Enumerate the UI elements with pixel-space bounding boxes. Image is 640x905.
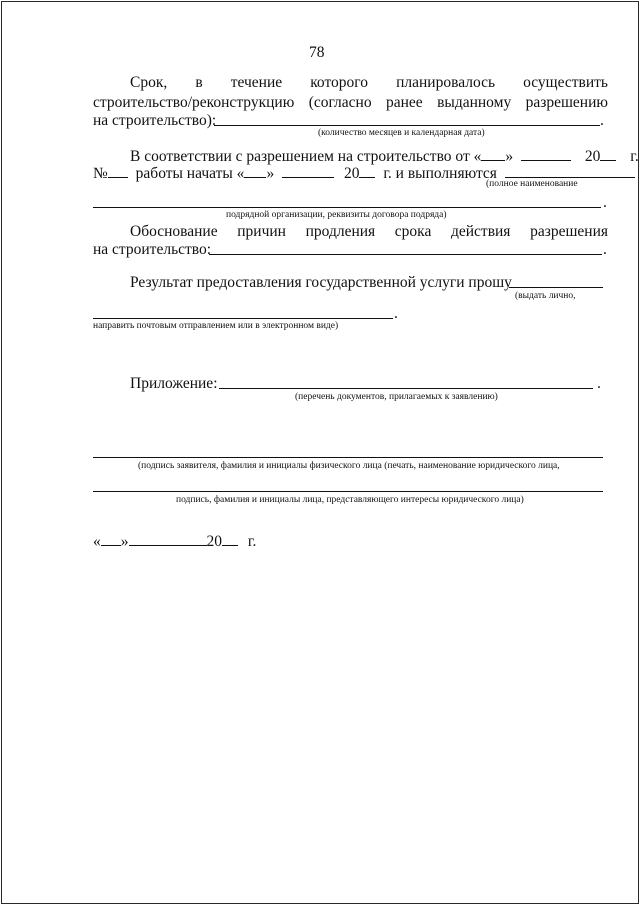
word: разрешения xyxy=(530,223,608,240)
attachments-label: Приложение: xyxy=(130,375,218,392)
word: которого xyxy=(310,74,369,91)
word: планировалось xyxy=(396,74,496,91)
date-line xyxy=(93,531,256,551)
section1-line2 xyxy=(93,94,608,112)
word: ранее xyxy=(386,94,423,111)
word: течение xyxy=(230,74,283,91)
date-year-field[interactable] xyxy=(222,531,238,546)
text: В соответствии с разрешением на строительство от « xyxy=(130,148,482,165)
period: . xyxy=(603,194,607,211)
start-year-field[interactable] xyxy=(359,163,375,178)
contractor-field-start[interactable] xyxy=(505,163,635,178)
result-method-field[interactable] xyxy=(93,318,393,319)
text: № xyxy=(93,165,108,182)
permit-day-field[interactable] xyxy=(481,146,505,161)
text: 20 xyxy=(206,533,222,550)
text: работы начаты « xyxy=(135,165,245,182)
applicant-signature-note: (подпись заявителя, фамилия и инициалы физического лица (печать, наименование юридического лица, xyxy=(138,461,560,471)
contractor-field[interactable] xyxy=(93,207,601,208)
permit-year-field[interactable] xyxy=(600,146,616,161)
text: г. и выполняются xyxy=(383,165,497,182)
word: разрешению xyxy=(525,94,608,111)
start-month-field[interactable] xyxy=(282,163,334,178)
period: . xyxy=(394,305,398,322)
word: строительство/реконструкцию xyxy=(93,94,295,111)
section1-line1 xyxy=(130,74,608,92)
representative-signature-field[interactable] xyxy=(93,491,603,492)
section4-line1: Результат предоставления государственной услуги прошу xyxy=(130,274,512,291)
result-method-field-start[interactable] xyxy=(509,287,603,288)
word: (согласно xyxy=(308,94,372,111)
section3-line2-label: на строительство: xyxy=(93,241,212,258)
contractor-note-right: (полное наименование xyxy=(486,179,578,189)
term-field-note: (количество месяцев и календарная дата) xyxy=(318,128,485,138)
contractor-note-center: подрядной организации, реквизиты договора подряда) xyxy=(226,210,447,220)
section3-line1 xyxy=(130,223,608,241)
word: Срок, xyxy=(130,74,168,91)
text: 20 xyxy=(584,148,601,165)
result-method-note-left: направить почтовым отправлением или в электронном виде) xyxy=(93,321,339,331)
text: » xyxy=(505,148,514,165)
text: « xyxy=(93,533,101,550)
word: в xyxy=(195,74,203,91)
word: действия xyxy=(450,223,511,240)
result-method-note-right: (выдать лично, xyxy=(515,291,576,301)
representative-signature-note: подпись, фамилия и инициалы лица, представляющего интересы юридического лица) xyxy=(176,495,524,505)
text: г. xyxy=(630,148,639,165)
period: . xyxy=(597,375,601,392)
period: . xyxy=(600,112,604,129)
section1-line3-label: на строительство): xyxy=(93,112,217,129)
applicant-signature-field[interactable] xyxy=(93,457,603,458)
text: 20 xyxy=(343,165,360,182)
start-day-field[interactable] xyxy=(244,163,266,178)
word: срока xyxy=(394,223,432,240)
attachments-note: (перечень документов, прилагаемых к заявлению) xyxy=(295,392,498,402)
date-day-field[interactable] xyxy=(101,531,121,546)
word: причин xyxy=(237,223,286,240)
page-number: 78 xyxy=(309,44,325,61)
permit-month-field[interactable] xyxy=(521,146,571,161)
word: осуществить xyxy=(523,74,608,91)
attachments-field[interactable] xyxy=(219,388,593,389)
word: Обоснование xyxy=(130,223,218,240)
word: выданному xyxy=(437,94,512,111)
text: » xyxy=(266,165,275,182)
period: . xyxy=(603,241,607,258)
permit-number-field[interactable] xyxy=(108,163,128,178)
text: » xyxy=(120,533,129,550)
text: г. xyxy=(247,533,257,550)
word: продления xyxy=(305,223,376,240)
justification-field[interactable] xyxy=(209,254,602,255)
date-month-field[interactable] xyxy=(129,531,207,546)
term-field[interactable] xyxy=(214,125,600,126)
